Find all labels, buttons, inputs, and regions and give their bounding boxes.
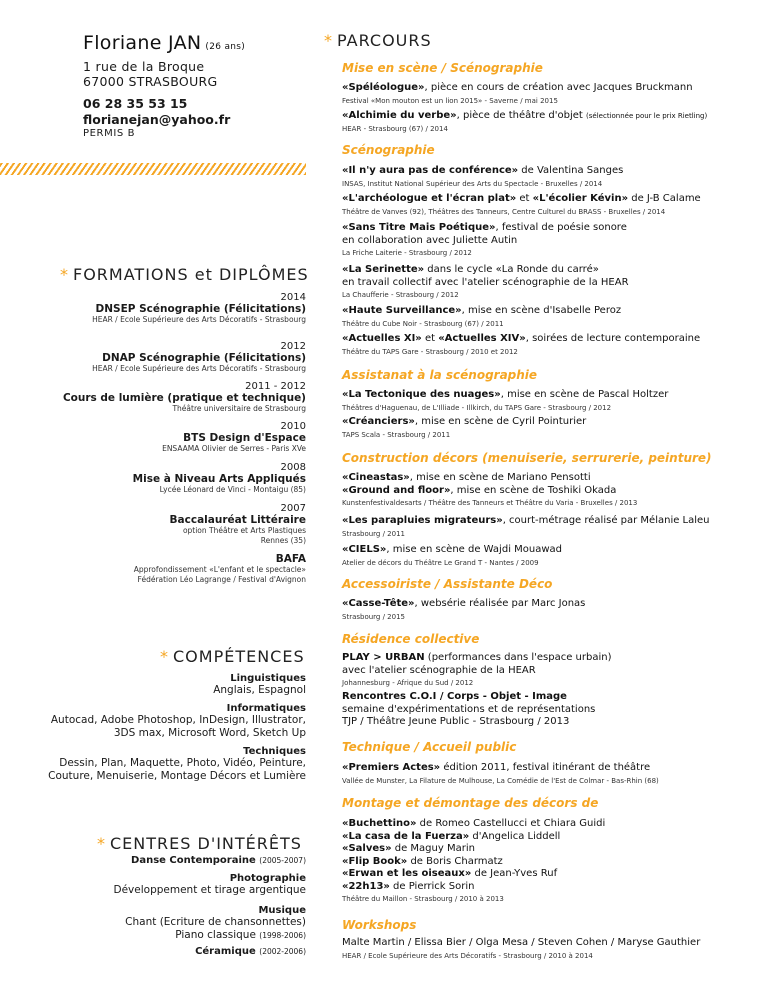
category-heading: Assistanat à la scénographie [342, 368, 538, 382]
email: florianejan@yahoo.fr [83, 112, 231, 127]
formation-item: 2008 Mise à Niveau Arts Appliqués Lycée Léonard de Vinci - Montaigu (85) [132, 462, 306, 494]
formation-item: BAFA Approfondissement «L'enfant et le spectacle» Fédération Léo Lagrange / Festival d'Avignon [133, 553, 306, 584]
formation-item: 2014 DNSEP Scénographie (Félicitations) HEAR / Ecole Supérieure des Arts Décoratifs - Strasbourg [92, 292, 306, 324]
category-heading: Scénographie [342, 143, 435, 157]
asterisk-icon: * [97, 834, 106, 853]
category-heading: Technique / Accueil public [342, 740, 517, 754]
candidate-name: Floriane JAN (26 ans) [83, 32, 246, 54]
category-heading: Montage et démontage des décors de [342, 796, 599, 810]
category-heading: Workshops [342, 918, 417, 932]
parcours-item: PLAY > URBAN (performances dans l'espace urbain) avec l'atelier scénographie de la HEAR Johannesburg - Afrique du Sud / 2012 [342, 652, 612, 687]
category-heading: Accessoiriste / Assistante Déco [342, 577, 553, 591]
formation-item: 2007 Baccalauréat Littéraire option Théâtre et Arts Plastiques Rennes (35) [169, 503, 306, 545]
asterisk-icon: * [60, 265, 69, 284]
parcours-item: «Buchettino» de Romeo Castellucci et Chiara Guidi «La casa de la Fuerza» d'Angelica Liddell «Salves» de Maguy Marin «Flip Book» de Boris Charmatz «Erwan et les oiseaux» de Jean-Yves Ruf «22h13» de Pierrick Sorin Théâtre du Maillon - Strasbourg / 2010 à 2013 [342, 818, 606, 903]
section-parcours: * PARCOURS [324, 31, 432, 50]
formation-item: 2011 - 2012 Cours de lumière (pratique et technique) Théâtre universitaire de Strasbourg [62, 381, 306, 413]
parcours-item: «La Tectonique des nuages», mise en scène de Pascal Holtzer Théâtres d'Haguenau, de L'Illiade - Illkirch, du TAPS Gare - Strasbourg / 2012 [342, 389, 669, 412]
competence-item: Linguistiques Anglais, Espagnol [213, 673, 306, 696]
driving-licence: PERMIS B [83, 128, 136, 139]
section-competences: * COMPÉTENCES [160, 647, 305, 666]
parcours-item: «Haute Surveillance», mise en scène d'Isabelle Peroz Théâtre du Cube Noir - Strasbourg (67) / 2011 [342, 305, 622, 328]
competence-item: Informatiques Autocad, Adobe Photoshop, InDesign, Illustrator, 3DS max, Microsoft Word, Sketch Up [50, 703, 306, 739]
parcours-item: «Sans Titre Mais Poétique», festival de poésie sonore en collaboration avec Juliette Autin La Friche Laiterie - Strasbourg / 2012 [342, 222, 627, 257]
parcours-item: «CIELS», mise en scène de Wajdi Mouawad Atelier de décors du Théâtre Le Grand T - Nantes / 2009 [342, 544, 563, 567]
address: 1 rue de la Broque 67000 STRASBOURG [83, 59, 218, 89]
section-formations: * FORMATIONS et DIPLÔMES [60, 265, 309, 284]
parcours-item: Rencontres C.O.I / Corps - Objet - Image semaine d'expérimentations et de représentations TJP / Théâtre Jeune Public - Strasbourg / 2013 [342, 691, 596, 727]
decorative-stripe [0, 163, 306, 175]
parcours-item: «Créanciers», mise en scène de Cyril Pointurier TAPS Scala - Strasbourg / 2011 [342, 416, 587, 439]
parcours-item: «Spéléologue», pièce en cours de création avec Jacques Bruckmann Festival «Mon mouton est un lion 2015» - Saverne / mai 2015 [342, 82, 693, 105]
parcours-item: «Casse-Tête», websérie réalisée par Marc Jonas Strasbourg / 2015 [342, 598, 586, 621]
formation-item: 2010 BTS Design d'Espace ENSAAMA Olivier de Serres - Paris XVe [162, 421, 306, 453]
parcours-item: «Les parapluies migrateurs», court-métrage réalisé par Mélanie Laleu Strasbourg / 2011 [342, 515, 710, 538]
phone: 06 28 35 53 15 [83, 96, 188, 111]
section-centres: * CENTRES D'INTÉRÊTS [97, 834, 302, 853]
parcours-item: «Il n'y aura pas de conférence» de Valentina Sanges INSAS, Institut National Supérieur des Arts du Spectacle - Bruxelles / 2014 [342, 165, 624, 188]
parcours-item: «Cineastas», mise en scène de Mariano Pensotti «Ground and floor», mise en scène de Toshiki Okada Kunstenfestivaldesarts / Théâtre des Tanneurs et Théâtre du Varia - Bruxelles / 2013 [342, 472, 638, 507]
asterisk-icon: * [324, 31, 333, 50]
contact [83, 96, 230, 128]
parcours-item: «Actuelles XI» et «Actuelles XIV», soirées de lecture contemporaine Théâtre du TAPS Gare - Strasbourg / 2010 et 2012 [342, 333, 701, 356]
parcours-item: «Alchimie du verbe», pièce de théâtre d'objet (sélectionnée pour le prix Rietling) HEAR - Strasbourg (67) / 2014 [342, 110, 708, 133]
parcours-item: «La Serinette» dans le cycle «La Ronde du carré» en travail collectif avec l'atelier scénographie de la HEAR La Chaufferie - Strasbourg / 2012 [342, 264, 629, 299]
formation-item: 2012 DNAP Scénographie (Félicitations) HEAR / Ecole Supérieure des Arts Décoratifs - Strasbourg [92, 341, 306, 373]
candidate-age: (26 ans) [205, 42, 246, 52]
category-heading: Résidence collective [342, 632, 480, 646]
category-heading: Construction décors (menuiserie, serrurerie, peinture) [342, 451, 712, 465]
parcours-item: «L'archéologue et l'écran plat» et «L'écolier Kévin» de J-B Calame Théâtre de Vanves (92), Théâtres des Tanneurs, Centre Culturel du BRASS - Bruxelles / 2014 [342, 193, 701, 216]
asterisk-icon: * [160, 647, 169, 666]
interest-item: Céramique (2002-2006) [195, 946, 306, 957]
competence-item: Techniques Dessin, Plan, Maquette, Photo, Vidéo, Peinture, Couture, Menuiserie, Montage Décors et Lumière [48, 746, 306, 782]
parcours-item: «Premiers Actes» édition 2011, festival itinérant de théâtre Vallée de Munster, La Filature de Mulhouse, La Comédie de l'Est de Colmar - Bas-Rhin (68) [342, 762, 659, 785]
interest-item: Musique Chant (Ecriture de chansonnettes) Piano classique (1998-2006) [125, 905, 306, 941]
parcours-item: Malte Martin / Elissa Bier / Olga Mesa / Steven Cohen / Maryse Gauthier HEAR / Ecole Supérieure des Arts Décoratifs - Strasbourg / 2010 à 2014 [342, 937, 701, 960]
interest-item: Photographie Développement et tirage argentique [113, 873, 306, 896]
interest-item: Danse Contemporaine (2005-2007) [131, 855, 306, 866]
category-heading: Mise en scène / Scénographie [342, 61, 543, 75]
